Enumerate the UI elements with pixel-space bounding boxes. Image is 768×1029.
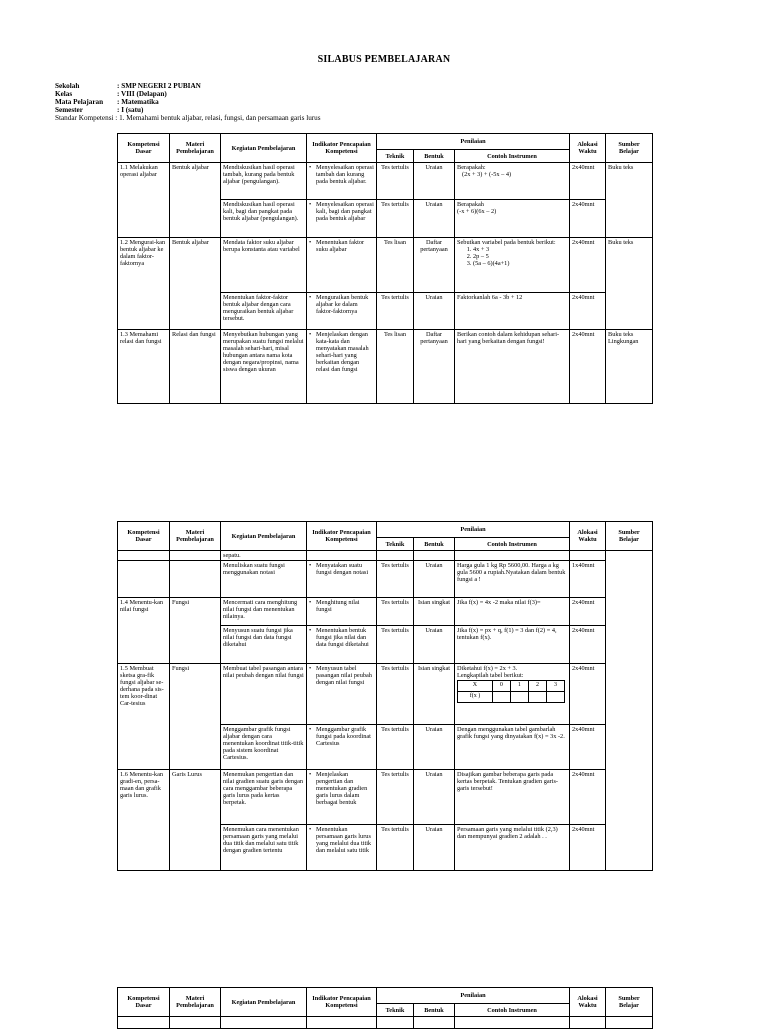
bentuk-cell: Uraian xyxy=(414,163,455,200)
teknik-cell: Tes tertulis xyxy=(377,626,414,664)
document-title: SILABUS PEMBELAJARAN xyxy=(317,54,451,65)
kd-cell xyxy=(118,561,170,598)
materi-cell xyxy=(170,561,221,598)
contoh-cell: Berapakah (-x + 6)(6x – 2) xyxy=(455,200,570,238)
teknik-cell: Tes tertulis xyxy=(377,770,414,825)
alokasi-cell: 2x40mnt xyxy=(570,825,606,871)
sumber-cell: Buku teks xyxy=(606,163,653,238)
bentuk-cell: Uraian xyxy=(414,200,455,238)
teknik-cell: Tes tertulis xyxy=(377,664,414,725)
header-indikator: Indikator Pencapaian Kompetensi xyxy=(307,522,377,551)
header-penilaian: Penilaian xyxy=(377,522,570,538)
bentuk-cell: Isian singkat xyxy=(414,598,455,626)
materi-cell: Fungsi xyxy=(170,598,221,664)
kd-cell: 1.4 Menentu-kan nilai fungsi xyxy=(118,598,170,664)
bentuk-cell: Uraian xyxy=(414,770,455,825)
header-bentuk: Bentuk xyxy=(414,1004,455,1017)
alokasi-cell: 2x40mnt xyxy=(570,163,606,200)
header-teknik: Teknik xyxy=(377,150,414,163)
header-alokasi: Alokasi Waktu xyxy=(570,134,606,163)
header-kompetensi-dasar: Kompetensi Dasar xyxy=(118,522,170,551)
header-sumber: Sumber Belajar xyxy=(606,522,653,551)
kd-cell: 1.3 Memahami relasi dan fungsi xyxy=(118,330,170,404)
info-row-semester: Semester : I (satu) xyxy=(55,106,144,114)
kegiatan-cell: Menemukan cara menentukan persamaan garis yang melalui dua titik dan melalui satu titik dengan gradien tertentu xyxy=(221,825,307,871)
info-row-sekolah: Sekolah : SMP NEGERI 2 PUBIAN xyxy=(55,82,201,90)
kegiatan-cell: Membuat tabel pasangan antara nilai peubah dengan nilai fungsi xyxy=(221,664,307,725)
contoh-cell: Faktorkanlah 6a - 3b + 12 xyxy=(455,293,570,330)
header-contoh: Contoh Instrumen xyxy=(455,538,570,551)
alokasi-cell: 2x40mnt xyxy=(570,293,606,330)
teknik-cell: Tes tertulis xyxy=(377,561,414,598)
teknik-cell: Tes tertulis xyxy=(377,825,414,871)
table-row xyxy=(118,770,653,825)
alokasi-cell: 2x40mnt xyxy=(570,770,606,825)
bentuk-cell: Uraian xyxy=(414,825,455,871)
indikator-cell: • Menyatakan suatu fungsi dengan notasi xyxy=(307,561,377,598)
header-kegiatan: Kegiatan Pembelajaran xyxy=(221,134,307,163)
alokasi-cell: 2x40mnt xyxy=(570,330,606,404)
header-bentuk: Bentuk xyxy=(414,538,455,551)
alokasi-cell: 2x40mnt xyxy=(570,725,606,770)
header-materi: Materi Pembelajaran xyxy=(170,988,221,1017)
table-row xyxy=(118,238,653,293)
contoh-cell: Diketahui f(x) = 2x + 3. Lengkapilah tabel berikut: X 0 1 2 3 f(x ) xyxy=(455,664,570,725)
materi-cell: Bentuk aljabar xyxy=(170,163,221,238)
bentuk-cell: Isian singkat xyxy=(414,664,455,725)
syllabus-table-1 xyxy=(117,133,653,404)
info-row-mapel: Mata Pelajaran : Matematika xyxy=(55,98,159,106)
header-kompetensi-dasar: Kompetensi Dasar xyxy=(118,988,170,1017)
table-row xyxy=(118,598,653,626)
bentuk-cell: Daftar pertanyaan xyxy=(414,330,455,404)
header-indikator: Indikator Pencapaian Kompetensi xyxy=(307,134,377,163)
materi-cell: Garis Lurus xyxy=(170,770,221,871)
bentuk-cell: Daftar pertanyaan xyxy=(414,238,455,293)
header-sumber: Sumber Belajar xyxy=(606,134,653,163)
contoh-cell: Jika f(x) = px + q, f(1) = 3 dan f(2) = 4, tentukan f(x). xyxy=(455,626,570,664)
standar-kompetensi: Standar Kompetensi : 1. Memahami bentuk aljabar, relasi, fungsi, dan persamaan garis lurus xyxy=(55,114,321,122)
table-row xyxy=(118,551,653,561)
kd-cell: 1.6 Menentu-kan gradi-en, persa-maan dan grafik garis lurus. xyxy=(118,770,170,871)
bentuk-cell: Uraian xyxy=(414,725,455,770)
indikator-cell: • Menyelesaikan operasi kali, bagi dan pangkat pada bentuk aljabar xyxy=(307,200,377,238)
header-contoh: Contoh Instrumen xyxy=(455,150,570,163)
syllabus-table-3 xyxy=(117,987,653,1029)
kegiatan-cell: Menemukan pengertian dan nilai gradien suatu garis dengan cara menggambar beberapa garis lurus pada kertas berpetak. xyxy=(221,770,307,825)
teknik-cell: Tes tertulis xyxy=(377,598,414,626)
indikator-cell: • Menyusun tabel pasangan nilai peubah dengan nilai fungsi xyxy=(307,664,377,725)
indikator-cell: • Menggambar grafik fungsi pada koordinat Cartesius xyxy=(307,725,377,770)
kegiatan-cell: Mendata faktor suku aljabar berupa konstanta atau variabel xyxy=(221,238,307,293)
materi-cell: Bentuk aljabar xyxy=(170,238,221,330)
kegiatan-cell: Mendiskusikan hasil operasi kali, bagi dan pangkat pada bentuk aljabar (pengulangan). xyxy=(221,200,307,238)
indikator-cell: • Menentukan bentuk fungsi jika nilai dan data fungsi diketahui xyxy=(307,626,377,664)
teknik-cell: Tes tertulis xyxy=(377,293,414,330)
header-alokasi: Alokasi Waktu xyxy=(570,988,606,1017)
syllabus-table-2 xyxy=(117,521,653,871)
header-penilaian: Penilaian xyxy=(377,988,570,1004)
sumber-cell: Buku teks xyxy=(606,238,653,330)
alokasi-cell: 2x40mnt xyxy=(570,664,606,725)
kegiatan-cell: Menggambar grafik fungsi aljabar dengan cara menentukan koordinat titik-titik pada sistem koordinat Cartesius. xyxy=(221,725,307,770)
teknik-cell: Tes lisan xyxy=(377,238,414,293)
alokasi-cell: 2x40mnt xyxy=(570,238,606,293)
kegiatan-cell: Menentukan faktor-faktor bentuk aljabar dengan cara menguraikan bentuk aljabar tersebut. xyxy=(221,293,307,330)
table-row xyxy=(118,664,653,725)
bentuk-cell: Uraian xyxy=(414,293,455,330)
indikator-cell: • Menentukan persamaan garis lurus yang melalui dua titik dan melalui satu titik xyxy=(307,825,377,871)
teknik-cell: Tes tertulis xyxy=(377,200,414,238)
contoh-cell: Harga gula 1 kg Rp 5600,00. Harga a kg gula 5600 a rupiah.Nyatakan dalam bentuk fungsi a ! xyxy=(455,561,570,598)
kd-cell xyxy=(118,551,170,561)
indikator-cell: • Menyelesaikan operasi tambah dan kurang pada bentuk aljabar. xyxy=(307,163,377,200)
kegiatan-cell: Mendiskusikan hasil operasi tambah, kurang pada bentuk aljabar (pengulangan). xyxy=(221,163,307,200)
bentuk-cell: Uraian xyxy=(414,561,455,598)
indikator-cell: • Menjelaskan dengan kata-kata dan menyatakan masalah sehari-hari yang berkaitan dengan relasi dan fungsi xyxy=(307,330,377,404)
alokasi-cell: 2x40mnt xyxy=(570,626,606,664)
contoh-cell: Berapakah: (2x + 3) + (-5x – 4) xyxy=(455,163,570,200)
teknik-cell: Tes lisan xyxy=(377,330,414,404)
table-row xyxy=(118,330,653,404)
header-teknik: Teknik xyxy=(377,538,414,551)
header-contoh: Contoh Instrumen xyxy=(455,1004,570,1017)
contoh-cell: Sebutkan variabel pada bentuk berikut: 1. 4x + 3 2. 2p – 5 3. (5a – 6)(4a+1) xyxy=(455,238,570,293)
header-materi: Materi Pembelajaran xyxy=(170,522,221,551)
header-kegiatan: Kegiatan Pembelajaran xyxy=(221,988,307,1017)
alokasi-cell: 2x40mnt xyxy=(570,200,606,238)
teknik-cell: Tes tertulis xyxy=(377,163,414,200)
kegiatan-cell: Menyebutkan hubungan yang merupakan suatu fungsi melalui masalah sehari-hari, misal hubungan antara nama kota dengan negara/propinsi, nama siswa dengan ukuran xyxy=(221,330,307,404)
kd-cell: 1.1 Melakukan operasi aljabar xyxy=(118,163,170,238)
header-bentuk: Bentuk xyxy=(414,150,455,163)
header-teknik: Teknik xyxy=(377,1004,414,1017)
header-kompetensi-dasar: Kompetensi Dasar xyxy=(118,134,170,163)
kd-cell: 1.2 Mengurai-kan bentuk aljabar ke dalam faktor-faktornya xyxy=(118,238,170,330)
info-row-kelas: Kelas : VIII (Delapan) xyxy=(55,90,167,98)
indikator-cell: • Menentukan faktor suku aljabar xyxy=(307,238,377,293)
header-penilaian: Penilaian xyxy=(377,134,570,150)
header-indikator: Indikator Pencapaian Kompetensi xyxy=(307,988,377,1017)
alokasi-cell: 2x40mnt xyxy=(570,598,606,626)
materi-cell: Relasi dan fungsi xyxy=(170,330,221,404)
contoh-cell: Berikan contoh dalam kehidupan sehari-hari yang berkaitan dengan fungsi! xyxy=(455,330,570,404)
materi-cell: Fungsi xyxy=(170,664,221,770)
header-materi: Materi Pembelajaran xyxy=(170,134,221,163)
indikator-cell: • Menghitung nilai fungsi xyxy=(307,598,377,626)
table-row xyxy=(118,561,653,598)
kegiatan-cell: Menyusun suatu fungsi jika nilai fungsi dan data fungsi diketahui xyxy=(221,626,307,664)
header-alokasi: Alokasi Waktu xyxy=(570,522,606,551)
kd-cell: 1.5 Membuat sketsa gra-fik fungsi aljabar se-derhana pada sis-tem koor-dinat Car-tesius xyxy=(118,664,170,770)
header-sumber: Sumber Belajar xyxy=(606,988,653,1017)
teknik-cell: Tes tertulis xyxy=(377,725,414,770)
contoh-cell: Dengan menggunakan tabel gambarlah grafik fungsi yang dinyatakan f(x) = 3x -2. xyxy=(455,725,570,770)
kegiatan-cell: sepatu. xyxy=(221,551,307,561)
contoh-cell: Disajikan gambar beberapa garis pada kertas berpetak. Tentukan gradien garis-garis tersebut! xyxy=(455,770,570,825)
school-info xyxy=(55,82,321,122)
contoh-cell: Jika f(x) = 4x -2 maka nilai f(3)= xyxy=(455,598,570,626)
sumber-cell xyxy=(606,551,653,871)
bentuk-cell: Uraian xyxy=(414,626,455,664)
materi-cell xyxy=(170,551,221,561)
indikator-cell: • Menjelaskan pengertian dan menentukan gradien garis lurus dalam berbagai bentuk xyxy=(307,770,377,825)
alokasi-cell: 1x40mnt xyxy=(570,561,606,598)
header-kegiatan: Kegiatan Pembelajaran xyxy=(221,522,307,551)
indikator-cell: • Menguraikan bentuk aljabar ke dalam faktor-faktornya xyxy=(307,293,377,330)
table-row xyxy=(118,163,653,200)
contoh-cell: Persamaan garis yang melalui titik (2,3) dan mempunyai gradien 2 adalah . . xyxy=(455,825,570,871)
kegiatan-cell: Mencermati cara menghitung nilai fungsi dan menentukan nilainya. xyxy=(221,598,307,626)
sumber-cell: Buku teks Lingkungan xyxy=(606,330,653,404)
value-table: X 0 1 2 3 f(x ) xyxy=(457,680,565,703)
kegiatan-cell: Menuliskan suatu fungsi menggunakan notasi xyxy=(221,561,307,598)
